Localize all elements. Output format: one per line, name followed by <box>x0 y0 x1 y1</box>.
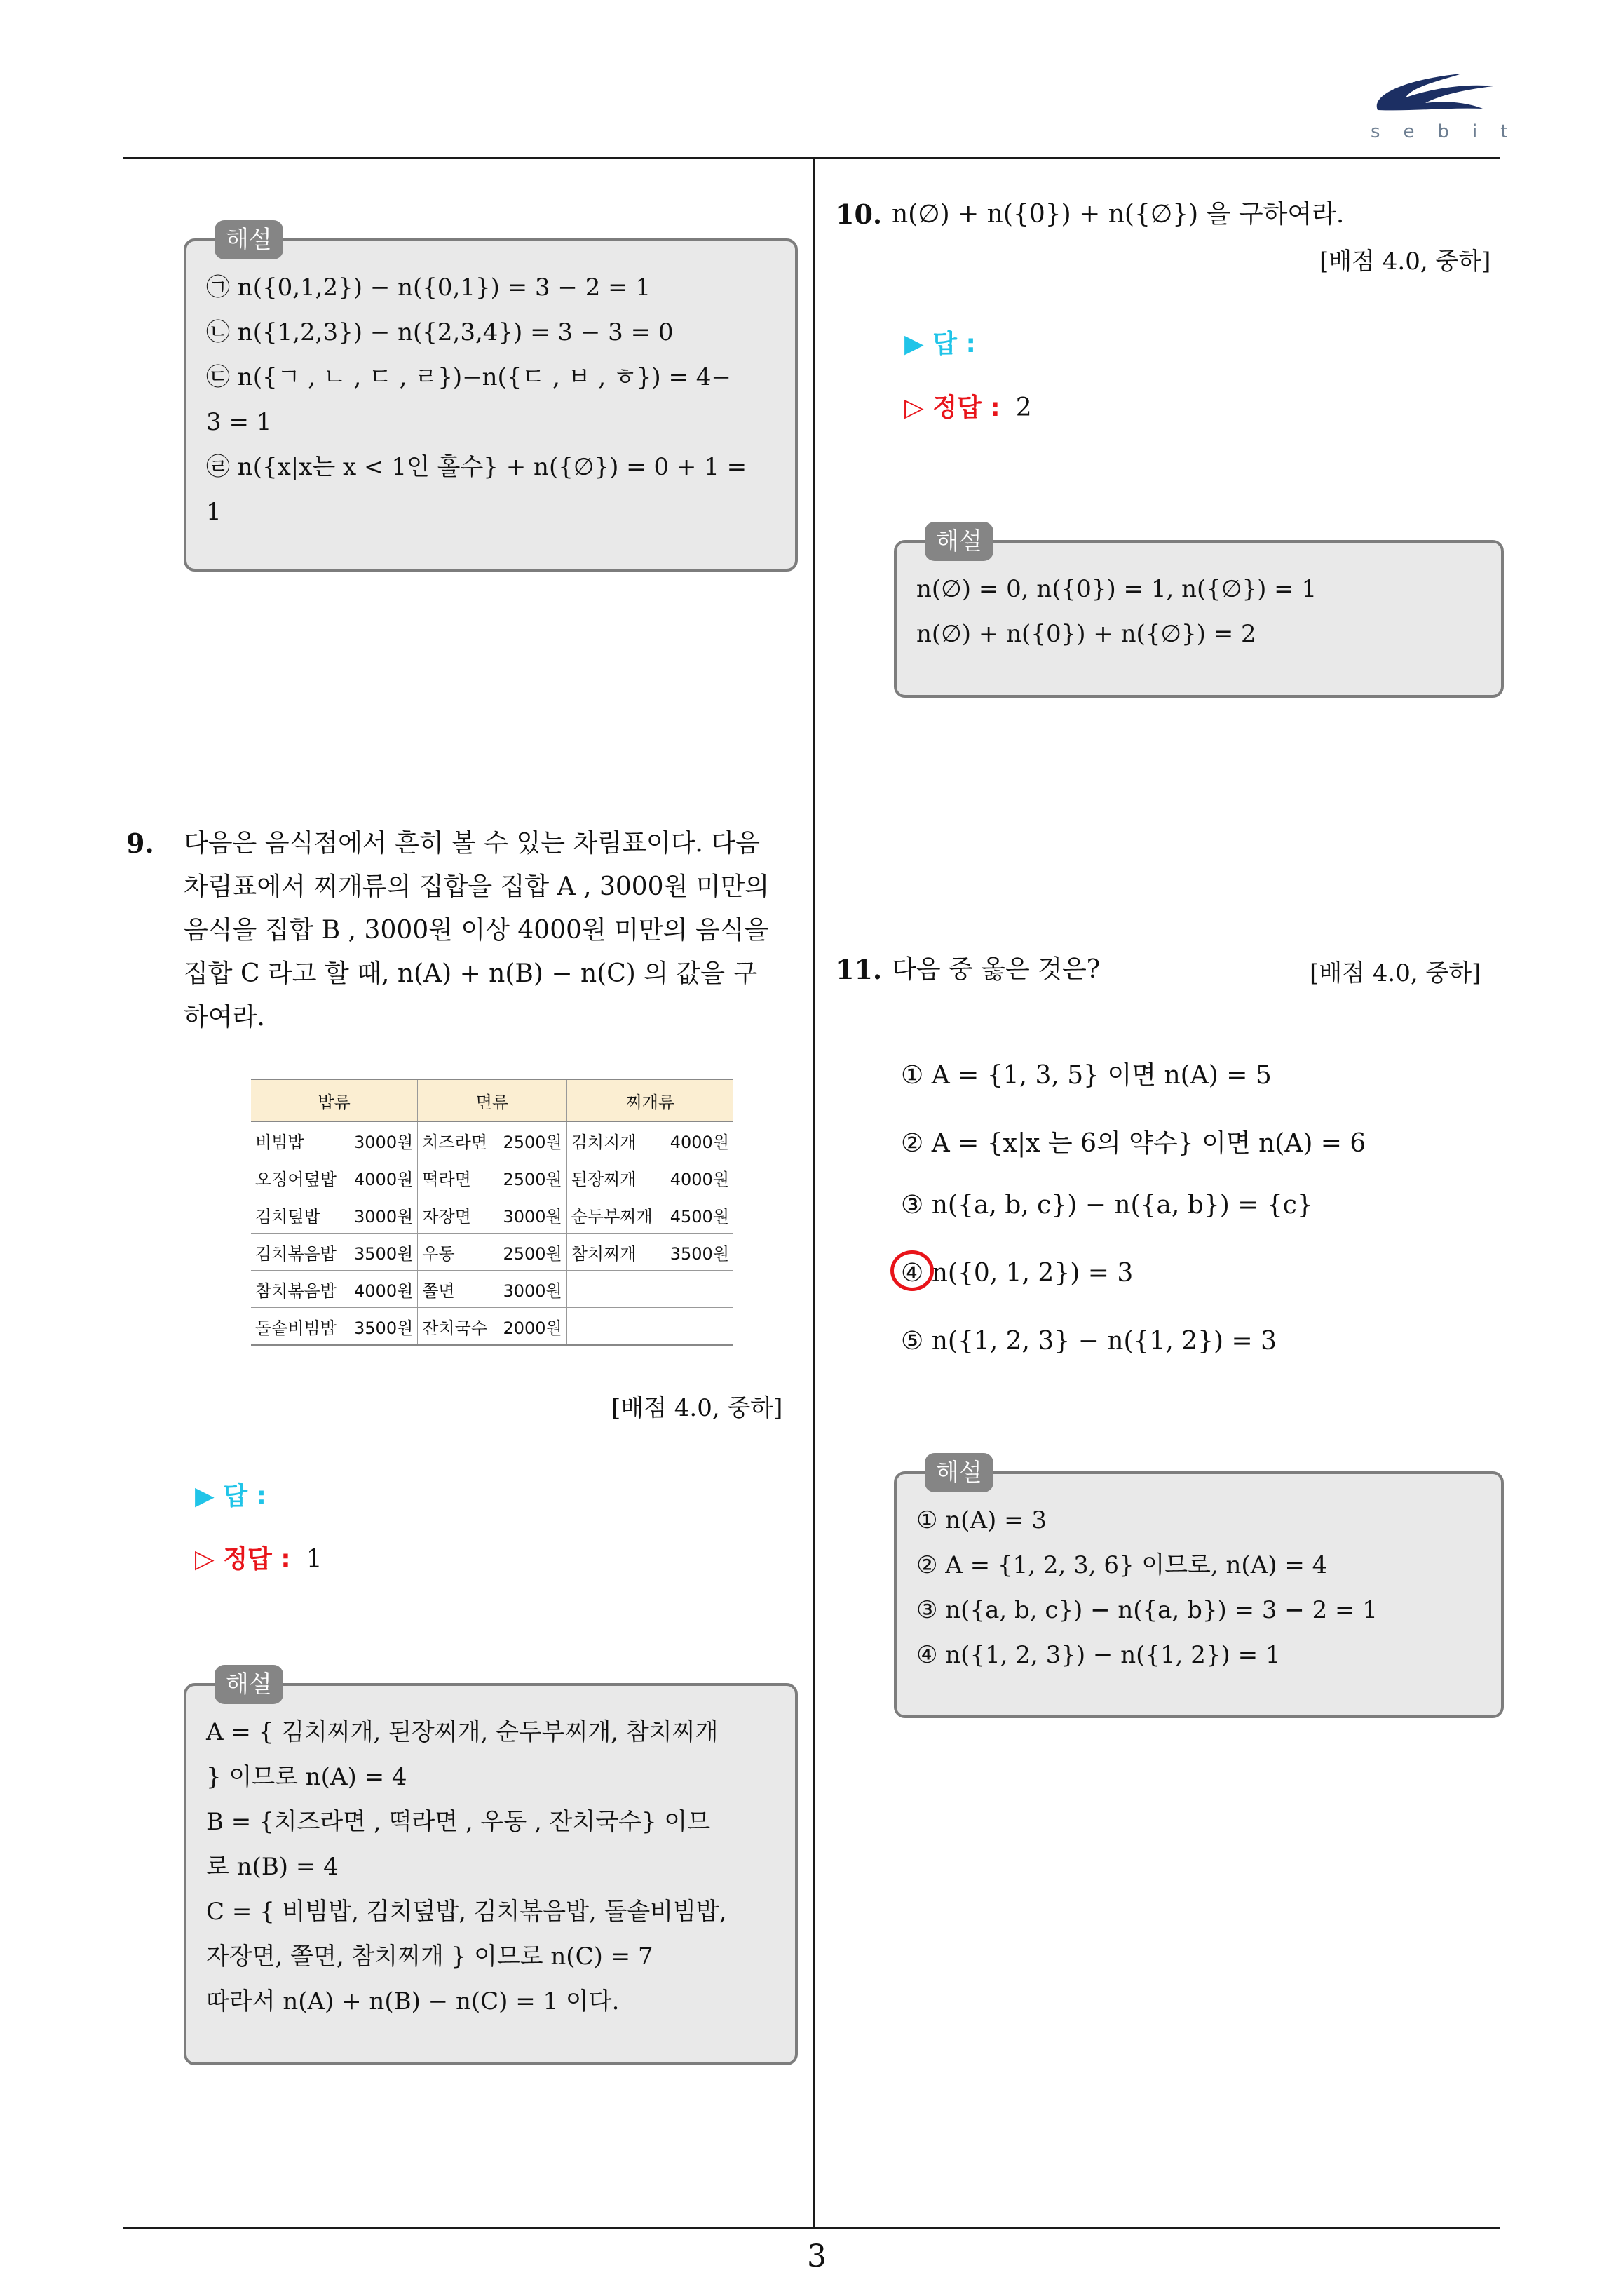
table-cell <box>251 1271 418 1308</box>
table-cell <box>418 1271 566 1308</box>
menu-item: 된장찌개 <box>571 1169 637 1189</box>
q8-explanation-box <box>184 226 798 572</box>
menu-item: 오징어덮밥 <box>255 1169 337 1189</box>
table-cell <box>566 1234 733 1271</box>
menu-price: 4000원 <box>670 1169 729 1189</box>
q10-correct-answer <box>904 388 1032 424</box>
menu-price: 2000원 <box>503 1318 562 1338</box>
question-line: 다음은 음식점에서 흔히 볼 수 있는 차림표이다. 다음 <box>184 829 760 858</box>
menu-item: 자장면 <box>422 1206 471 1227</box>
explanation-line: 자장면, 쫄면, 참치찌개 } 이므로 n(C) = 7 <box>206 1943 653 1971</box>
menu-price: 4000원 <box>354 1281 414 1301</box>
explanation-line: ㉠ n({0,1,2}) − n({0,1}) = 3 − 2 = 1 <box>206 274 651 302</box>
explanation-line: 3 = 1 <box>206 408 272 436</box>
menu-item: 떡라면 <box>422 1169 471 1189</box>
table-cell <box>418 1308 566 1346</box>
menu-price: 3500원 <box>354 1318 414 1338</box>
table-cell <box>418 1196 566 1234</box>
table-row <box>251 1159 733 1196</box>
menu-item: 참치찌개 <box>571 1243 637 1264</box>
table-cell <box>251 1234 418 1271</box>
q11-option-4[interactable]: ④ n({0, 1, 2}) = 3 <box>901 1259 1134 1288</box>
table-row <box>251 1121 733 1159</box>
q9-score-meta: [배점 4.0, 중하] <box>611 1394 783 1422</box>
sebit-logo <box>1364 67 1531 158</box>
correct-value: 2 <box>1015 393 1032 422</box>
table-cell <box>566 1196 733 1234</box>
q10-score-meta: [배점 4.0, 중하] <box>1319 248 1491 276</box>
question-line: 집합 C 라고 할 때, n(A) + n(B) − n(C) 의 값을 구 <box>184 959 758 988</box>
menu-price: 2500원 <box>503 1132 562 1152</box>
explanation-line: 로 n(B) = 4 <box>206 1853 339 1881</box>
menu-price: 3500원 <box>354 1243 414 1264</box>
table-cell <box>251 1159 418 1196</box>
explanation-line: } 이므로 n(A) = 4 <box>206 1763 407 1791</box>
explanation-tag: 해설 <box>925 1453 993 1492</box>
menu-item: 김치덮밥 <box>255 1206 320 1227</box>
explanation-line: ㉣ n({x|x는 x < 1인 홀수} + n({∅}) = 0 + 1 = <box>206 453 747 481</box>
explanation-line: B = {치즈라면 , 떡라면 , 우동 , 잔치국수} 이므 <box>206 1808 711 1836</box>
table-cell <box>566 1308 733 1346</box>
q9-number: 9. <box>126 828 154 859</box>
menu-table <box>251 1079 733 1346</box>
explanation-line: ㉡ n({1,2,3}) − n({2,3,4}) = 3 − 3 = 0 <box>206 318 674 346</box>
menu-item: 잔치국수 <box>422 1318 488 1338</box>
explanation-line: n(∅) = 0, n({0}) = 1, n({∅}) = 1 <box>916 575 1317 603</box>
q10-answer-field[interactable]: ▶ 답 : <box>904 330 976 358</box>
table-cell <box>251 1308 418 1346</box>
table-header: 밥류 <box>251 1079 418 1121</box>
logo-wordmark: sebit <box>1371 121 1531 142</box>
menu-item: 김치지개 <box>571 1132 637 1152</box>
q11-option-2[interactable]: ② A = {x|x 는 6의 약수} 이면 n(A) = 6 <box>901 1129 1366 1158</box>
menu-item: 우동 <box>422 1243 455 1264</box>
sebit-swoosh-icon <box>1364 67 1504 123</box>
question-line: 하여라. <box>184 1003 265 1032</box>
table-row <box>251 1271 733 1308</box>
q11-option-5[interactable]: ⑤ n({1, 2, 3} − n({1, 2}) = 3 <box>901 1327 1277 1356</box>
explanation-line: ④ n({1, 2, 3}) − n({1, 2}) = 1 <box>916 1641 1281 1669</box>
explanation-line: 따라서 n(A) + n(B) − n(C) = 1 이다. <box>206 1987 620 2015</box>
menu-price: 4500원 <box>670 1206 729 1227</box>
q9-question <box>184 822 808 1039</box>
q11-question: 다음 중 옳은 것은? <box>892 955 1101 984</box>
table-cell <box>251 1196 418 1234</box>
q11-explanation-box <box>894 1459 1504 1718</box>
table-row <box>251 1308 733 1346</box>
menu-item: 돌솥비빔밥 <box>255 1318 337 1338</box>
explanation-tag: 해설 <box>215 220 283 259</box>
explanation-line: ① n(A) = 3 <box>916 1506 1047 1534</box>
menu-price: 3000원 <box>503 1206 562 1227</box>
table-cell <box>418 1159 566 1196</box>
table-cell <box>251 1121 418 1159</box>
table-row <box>251 1196 733 1234</box>
q10-number: 10. <box>836 198 883 230</box>
explanation-line: C = { 비빔밥, 김치덮밥, 김치볶음밥, 돌솥비빔밥, <box>206 1898 727 1926</box>
explanation-line: A = { 김치찌개, 된장찌개, 순두부찌개, 참치찌개 <box>206 1718 719 1746</box>
explanation-tag: 해설 <box>925 522 993 561</box>
explanation-tag: 해설 <box>215 1665 283 1704</box>
column-divider <box>813 158 815 2227</box>
page-number: 3 <box>807 2238 827 2274</box>
q10-explanation-box <box>894 527 1504 698</box>
table-cell <box>418 1234 566 1271</box>
footer-rule <box>123 2227 1500 2229</box>
explanation-line: n(∅) + n({0}) + n({∅}) = 2 <box>916 620 1256 648</box>
menu-item: 참치볶음밥 <box>255 1281 337 1301</box>
table-header-row <box>251 1079 733 1121</box>
q11-number: 11. <box>836 954 883 985</box>
q9-explanation-box <box>184 1670 798 2065</box>
selected-answer-circle <box>890 1250 934 1291</box>
q9-answer-field[interactable]: ▶ 답 : <box>195 1482 266 1511</box>
explanation-line: ② A = {1, 2, 3, 6} 이므로, n(A) = 4 <box>916 1551 1328 1579</box>
menu-item: 치즈라면 <box>422 1132 488 1152</box>
explanation-line: ㉢ n({ㄱ , ㄴ , ㄷ , ㄹ})−n({ㄷ , ㅂ , ㅎ}) = 4− <box>206 363 731 391</box>
menu-price: 4000원 <box>670 1132 729 1152</box>
table-cell <box>566 1121 733 1159</box>
table-row <box>251 1234 733 1271</box>
table-cell <box>418 1121 566 1159</box>
menu-price: 2500원 <box>503 1169 562 1189</box>
table-header: 면류 <box>418 1079 566 1121</box>
correct-value: 1 <box>306 1545 322 1574</box>
menu-item: 김치볶음밥 <box>255 1243 337 1264</box>
q9-correct-answer <box>195 1539 322 1575</box>
correct-label: ▷ 정답 : <box>904 393 1000 422</box>
q11-option-1[interactable]: ① A = {1, 3, 5} 이면 n(A) = 5 <box>901 1061 1272 1090</box>
menu-item: 쫄면 <box>422 1281 455 1301</box>
q11-score-meta: [배점 4.0, 중하] <box>1310 959 1481 987</box>
question-line: 음식을 집합 B , 3000원 이상 4000원 미만의 음식을 <box>184 916 769 945</box>
explanation-line: 1 <box>206 498 222 526</box>
menu-price: 3000원 <box>503 1281 562 1301</box>
q11-option-3[interactable]: ③ n({a, b, c}) − n({a, b}) = {c} <box>901 1191 1313 1220</box>
question-line: 차림표에서 찌개류의 집합을 집합 A , 3000원 미만의 <box>184 872 770 901</box>
table-cell <box>566 1271 733 1308</box>
menu-price: 3500원 <box>670 1243 729 1264</box>
header-rule <box>123 157 1500 159</box>
menu-price: 2500원 <box>503 1243 562 1264</box>
q10-question: n(∅) + n({0}) + n({∅}) 을 구하여라. <box>892 200 1345 229</box>
menu-price: 3000원 <box>354 1132 414 1152</box>
menu-price: 4000원 <box>354 1169 414 1189</box>
menu-item: 순두부찌개 <box>571 1206 653 1227</box>
explanation-line: ③ n({a, b, c}) − n({a, b}) = 3 − 2 = 1 <box>916 1596 1378 1624</box>
table-header: 찌개류 <box>566 1079 733 1121</box>
correct-label: ▷ 정답 : <box>195 1545 291 1574</box>
menu-item: 비빔밥 <box>255 1132 304 1152</box>
menu-price: 3000원 <box>354 1206 414 1227</box>
table-cell <box>566 1159 733 1196</box>
